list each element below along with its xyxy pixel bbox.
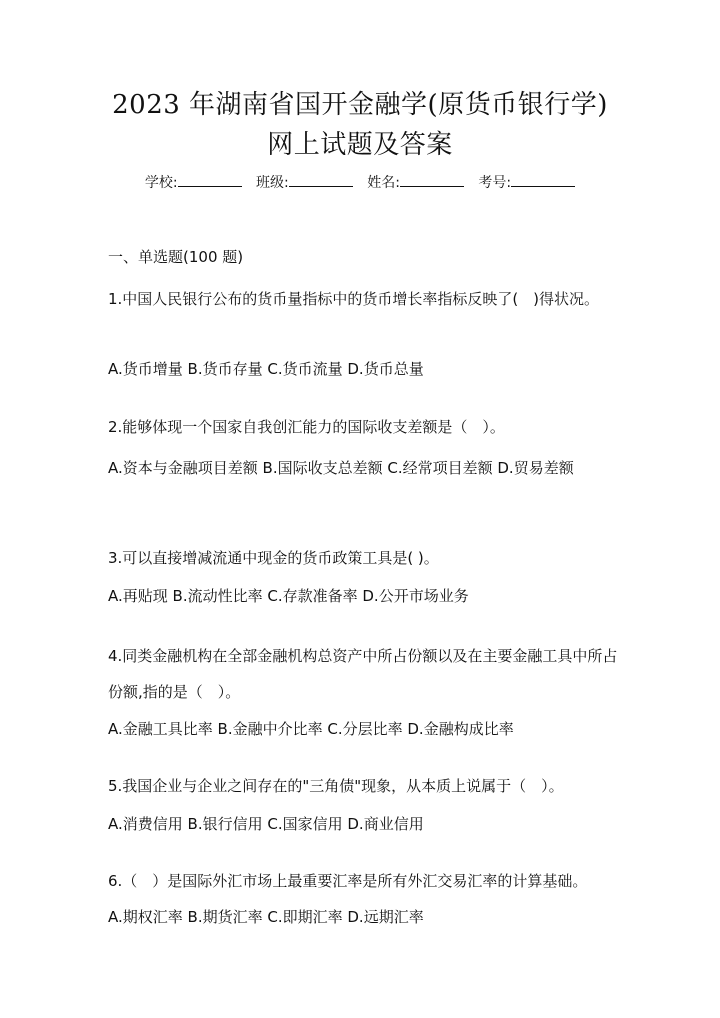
question-5-options: A.消费信用 B.银行信用 C.国家信用 D.商业信用 — [108, 815, 424, 833]
class-blank — [289, 172, 353, 187]
class-field — [256, 175, 353, 191]
name-blank — [400, 172, 464, 187]
name-label: 姓名: — [367, 175, 400, 191]
school-blank — [178, 172, 242, 187]
exam-number-blank — [511, 172, 575, 187]
name-field — [367, 175, 464, 191]
school-label: 学校: — [144, 175, 178, 191]
exam-number-field — [478, 175, 575, 191]
exam-number-label: 考号: — [478, 175, 512, 191]
question-2-stem: 2.能够体现一个国家自我创汇能力的国际收支差额是（ ）。 — [108, 418, 505, 436]
question-5-stem: 5.我国企业与企业之间存在的"三角债"现象，从本质上说属于（ ）。 — [108, 777, 564, 795]
question-1-stem: 1.中国人民银行公布的货币量指标中的货币增长率指标反映了( )得状况。 — [108, 290, 600, 308]
question-1-options: A.货币增量 B.货币存量 C.货币流量 D.货币总量 — [108, 360, 424, 378]
school-field — [145, 175, 242, 191]
question-2-options: A.资本与金融项目差额 B.国际收支总差额 C.经常项目差额 D.贸易差额 — [108, 459, 574, 477]
question-4-options: A.金融工具比率 B.金融中介比率 C.分层比率 D.金融构成比率 — [108, 720, 514, 738]
class-label: 班级: — [256, 175, 289, 191]
question-6-stem: 6.（ ）是国际外汇市场上最重要汇率是所有外汇交易汇率的计算基础。 — [108, 872, 588, 890]
student-info-fields — [0, 172, 720, 193]
question-6-options: A.期权汇率 B.期货汇率 C.即期汇率 D.远期汇率 — [108, 908, 424, 926]
question-4-stem: 4.同类金融机构在全部金融机构总资产中所占份额以及在主要金融工具中所占份额,指的是（ ）。 — [108, 647, 618, 701]
document-title-line-2: 网上试题及答案 — [267, 130, 453, 160]
question-3-options: A.再贴现 B.流动性比率 C.存款准备率 D.公开市场业务 — [108, 587, 469, 605]
document-title-line-1: 2023 年湖南省国开金融学(原货币银行学) — [112, 90, 608, 120]
question-3-stem: 3.可以直接增减流通中现金的货币政策工具是( )。 — [108, 549, 439, 567]
section-heading: 一、单选题(100 题) — [108, 248, 244, 266]
